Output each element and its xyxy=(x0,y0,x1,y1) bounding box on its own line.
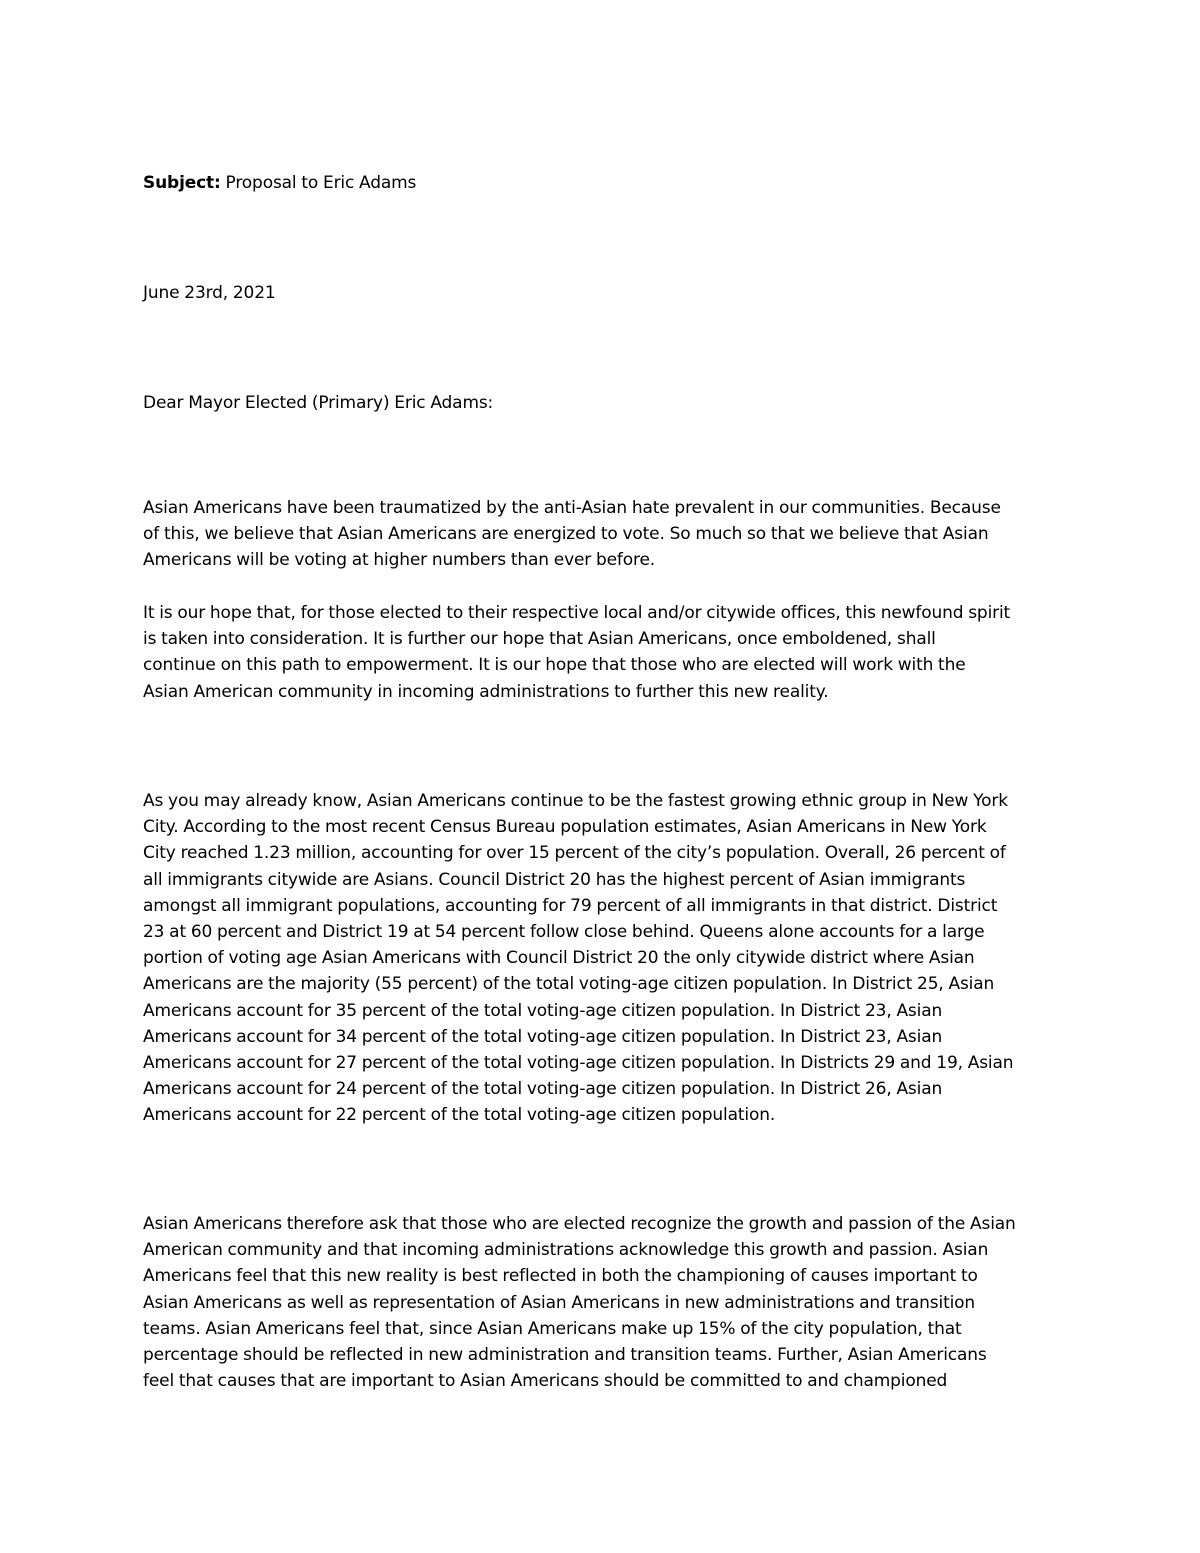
paragraph-hope: It is our hope that, for those elected to their respective local and/or citywide offices, this newfound spirit is taken into consideration. It is further our hope that Asian Americans, once emboldened, shall continue on this path to empowerment. It is our hope that those who are elected will work with the Asian American community in incoming administrations to further this new reality. xyxy=(143,603,1011,702)
paragraph-trauma: Asian Americans have been traumatized by the anti-Asian hate prevalent in our communities. Because of this, we believe that Asian Americans are energized to vote. So much so that we believe that Asian Americans will be voting at higher numbers than ever before. xyxy=(143,498,1001,571)
subject-label: Subject: xyxy=(143,173,221,193)
salutation: Dear Mayor Elected (Primary) Eric Adams: xyxy=(143,393,494,413)
subject-text: Proposal to Eric Adams xyxy=(220,173,417,193)
paragraph-request: Asian Americans therefore ask that those who are elected recognize the growth and passion of the Asian American community and that incoming administrations acknowledge this growth and passion. Asian Americans feel that this new reality is best reflected in both the championing of causes important to Asian Americans as well as representation of Asian Americans in new administrations and transition teams. Asian Americans feel that, since Asian Americans make up 15% of the city population, that percentage should be reflected in new administration and transition teams. Further, Asian Americans feel that causes that are important to Asian Americans should be committed to and championed xyxy=(143,1214,1016,1392)
letter-date: June 23rd, 2021 xyxy=(143,283,276,303)
paragraph-statistics: As you may already know, Asian Americans continue to be the fastest growing ethnic group in New York City. According to the most recent Census Bureau population estimates, Asian Americans in New York City reached 1.23 million, accounting for over 15 percent of the city’s population. Overall, 26 percent of all immigrants citywide are Asians. Council District 20 has the highest percent of Asian immigrants amongst all immigrant populations, accounting for 79 percent of all immigrants in that district. District 23 at 60 percent and District 19 at 54 percent follow close behind. Queens alone accounts for a large portion of voting age Asian Americans with Council District 20 the only citywide district where Asian Americans are the majority (55 percent) of the total voting-age citizen population. In District 25, Asian Americans account for 35 percent of the total voting-age citizen population. In District 23, Asian Americans account for 34 percent of the total voting-age citizen population. In District 23, Asian Americans account for 27 percent of the total voting-age citizen population. In Districts 29 and 19, Asian Americans account for 24 percent of the total voting-age citizen population. In District 26, Asian Americans account for 22 percent of the total voting-age citizen population. xyxy=(143,791,1014,1126)
subject-line xyxy=(143,170,1078,196)
